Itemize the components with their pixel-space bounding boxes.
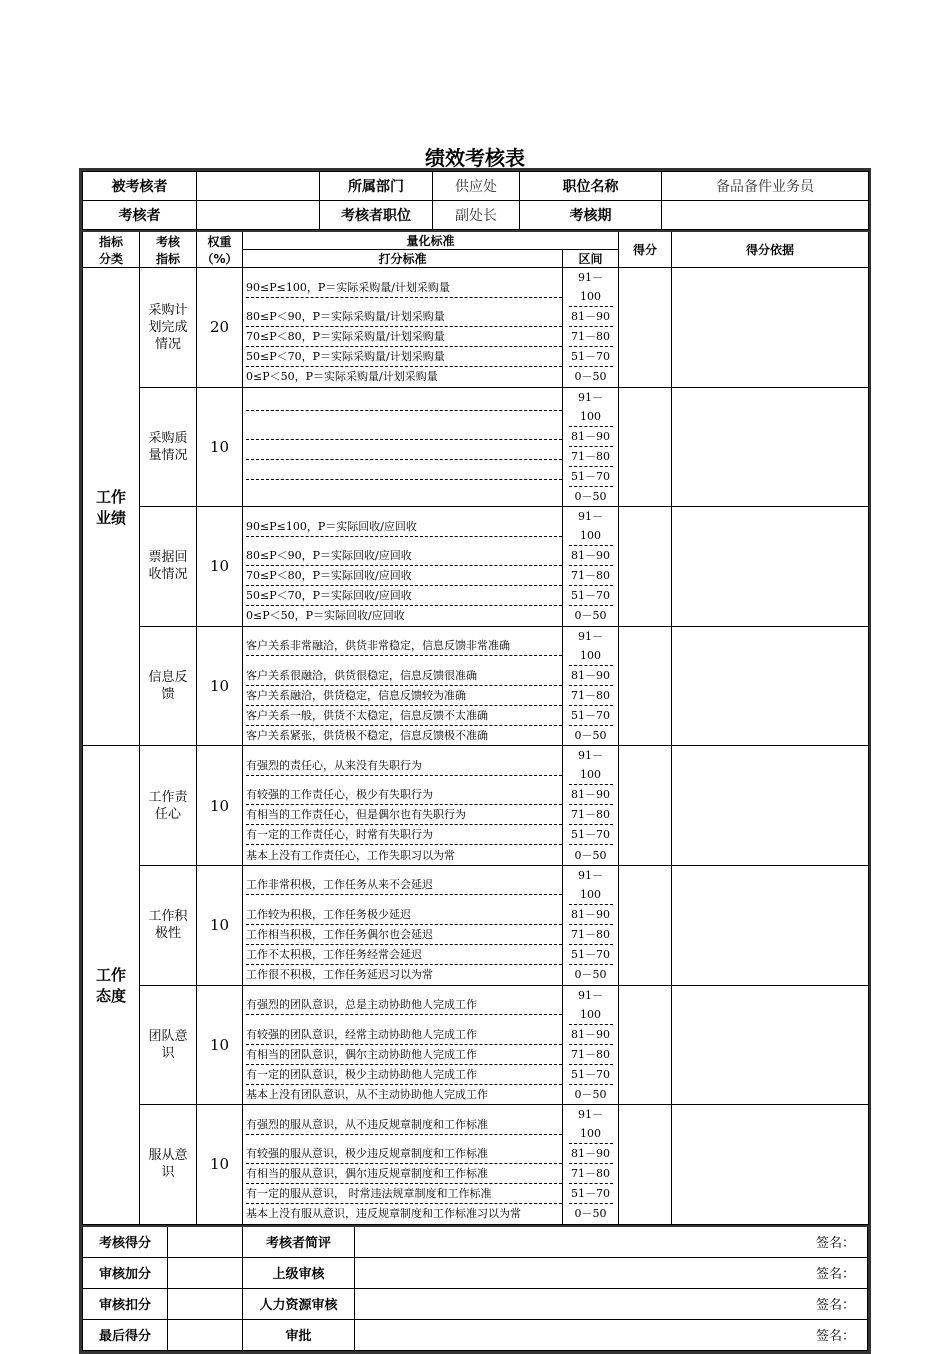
department-value[interactable]: 供应处 xyxy=(433,172,520,201)
range-cell xyxy=(563,447,619,467)
range-cell xyxy=(563,566,619,586)
criteria-table xyxy=(82,230,869,1225)
range-cell xyxy=(563,1204,619,1224)
criterion-label: 80≤P＜90，P＝实际采购量/计划采购量 xyxy=(246,307,562,327)
basis-field[interactable] xyxy=(672,268,869,388)
range-label: 51－70 xyxy=(569,825,613,845)
range-label: 0－50 xyxy=(574,609,607,623)
category-attitude xyxy=(83,746,140,1224)
header-table xyxy=(82,171,869,230)
range-cell xyxy=(563,347,619,367)
indicator-weight: 20 xyxy=(197,268,243,388)
range-cell xyxy=(563,845,619,865)
indicator-weight: 10 xyxy=(197,985,243,1105)
col-indicator-a: 考核 xyxy=(155,234,180,249)
range-label: 91－100 xyxy=(569,746,613,785)
range-label: 71－80 xyxy=(569,1045,613,1065)
range-label: 0－50 xyxy=(574,729,607,743)
criterion-label: 工作不太积极，工作任务经常会延迟 xyxy=(246,945,562,965)
range-cell xyxy=(563,825,619,845)
category-performance xyxy=(83,268,140,746)
footer-label: 考核得分 xyxy=(83,1226,168,1258)
indicator-name: 票据回收情况 xyxy=(140,507,197,627)
criterion-text xyxy=(243,467,563,487)
range-label: 0－50 xyxy=(574,968,607,982)
range-label: 91－100 xyxy=(569,268,613,307)
appraiser-field[interactable] xyxy=(197,201,320,230)
range-label: 91－100 xyxy=(569,388,613,427)
review-label: 上级审核 xyxy=(243,1257,355,1288)
criterion-label: 有一定的工作责任心，时常有失职行为 xyxy=(246,825,562,845)
range-cell xyxy=(563,387,619,427)
col-score: 得分 xyxy=(619,231,672,268)
label-position: 职位名称 xyxy=(520,172,662,201)
criterion-text xyxy=(243,427,563,447)
score-field[interactable] xyxy=(619,985,672,1105)
indicator-weight: 10 xyxy=(197,626,243,746)
criterion-label: 客户关系非常融洽，供货非常稳定，信息反馈非常准确 xyxy=(246,636,562,656)
range-label: 51－70 xyxy=(569,706,613,726)
range-label: 71－80 xyxy=(569,447,613,467)
criterion-text xyxy=(243,566,563,586)
criterion-text xyxy=(243,1085,563,1105)
criterion-label xyxy=(246,439,562,440)
range-cell xyxy=(563,586,619,606)
basis-field[interactable] xyxy=(672,626,869,746)
range-cell xyxy=(563,507,619,547)
criterion-text xyxy=(243,965,563,985)
range-cell xyxy=(563,805,619,825)
criterion-text xyxy=(243,327,563,347)
position-value[interactable]: 备品备件业务员 xyxy=(662,172,869,201)
range-label: 81－90 xyxy=(569,785,613,805)
criterion-text xyxy=(243,546,563,566)
criterion-text xyxy=(243,447,563,467)
criterion-label: 80≤P＜90，P＝实际回收/应回收 xyxy=(246,546,562,566)
criterion-label: 客户关系融洽，供货稳定，信息反馈较为准确 xyxy=(246,686,562,706)
range-cell xyxy=(563,965,619,985)
range-cell xyxy=(563,307,619,327)
range-label: 71－80 xyxy=(569,327,613,347)
criterion-label: 有较强的服从意识，极少违反规章制度和工作标准 xyxy=(246,1144,562,1164)
criteria-row xyxy=(83,865,869,905)
criterion-label: 客户关系很融洽，供货很稳定，信息反馈很准确 xyxy=(246,666,562,686)
indicator-name: 团队意识 xyxy=(140,985,197,1105)
criterion-text xyxy=(243,367,563,387)
criterion-label: 工作相当积极，工作任务偶尔也会延迟 xyxy=(246,925,562,945)
criterion-text xyxy=(243,905,563,925)
col-basis: 得分依据 xyxy=(672,231,869,268)
criterion-label: 工作非常积极，工作任务从来不会延迟 xyxy=(246,875,562,895)
footer-label: 审核加分 xyxy=(83,1257,168,1288)
range-label: 51－70 xyxy=(569,945,613,965)
basis-field[interactable] xyxy=(672,865,869,985)
range-cell xyxy=(563,546,619,566)
footer-table xyxy=(82,1225,868,1351)
criterion-label: 有相当的服从意识，偶尔违反规章制度和工作标准 xyxy=(246,1164,562,1184)
criterion-text xyxy=(243,985,563,1025)
criteria-row xyxy=(83,507,869,547)
range-label: 0－50 xyxy=(574,489,607,503)
col-quant-standard: 量化标准 xyxy=(243,231,619,250)
score-field[interactable] xyxy=(619,387,672,507)
range-cell xyxy=(563,706,619,726)
appraisal-form xyxy=(79,168,871,1354)
basis-field[interactable] xyxy=(672,746,869,866)
range-cell xyxy=(563,905,619,925)
range-label: 0－50 xyxy=(574,1207,607,1221)
range-label: 91－100 xyxy=(569,627,613,666)
range-label: 71－80 xyxy=(569,925,613,945)
period-field[interactable] xyxy=(662,201,869,230)
range-label: 81－90 xyxy=(569,1025,613,1045)
range-label: 71－80 xyxy=(569,1164,613,1184)
range-label: 81－90 xyxy=(569,546,613,566)
criterion-text xyxy=(243,507,563,547)
range-cell xyxy=(563,785,619,805)
range-label: 91－100 xyxy=(569,866,613,905)
criterion-text xyxy=(243,1045,563,1065)
criterion-text xyxy=(243,666,563,686)
col-weight-a: 权重 xyxy=(207,234,232,249)
criterion-label: 有相当的团队意识，偶尔主动协助他人完成工作 xyxy=(246,1045,562,1065)
range-label: 91－100 xyxy=(569,986,613,1025)
criterion-text xyxy=(243,686,563,706)
score-field[interactable] xyxy=(619,1105,672,1225)
criterion-text xyxy=(243,307,563,327)
range-cell xyxy=(563,985,619,1025)
basis-field[interactable] xyxy=(672,985,869,1105)
col-weight xyxy=(197,231,243,268)
basis-field[interactable] xyxy=(672,387,869,507)
col-category-b: 分类 xyxy=(98,251,123,266)
criterion-label: 基本上没有团队意识，从不主动协助他人完成工作 xyxy=(246,1087,488,1101)
range-label: 51－70 xyxy=(569,1184,613,1204)
criterion-label: 有强烈的责任心，从来没有失职行为 xyxy=(246,756,562,776)
range-cell xyxy=(563,1045,619,1065)
range-cell xyxy=(563,1065,619,1085)
footer-value-field[interactable] xyxy=(168,1288,243,1319)
range-cell xyxy=(563,327,619,347)
signature-field[interactable]: 签名： xyxy=(355,1319,868,1350)
range-label: 81－90 xyxy=(569,1144,613,1164)
range-label: 71－80 xyxy=(569,686,613,706)
range-label: 51－70 xyxy=(569,1065,613,1085)
range-cell xyxy=(563,1164,619,1184)
label-department: 所属部门 xyxy=(320,172,433,201)
criterion-label: 基本上没有服从意识，违反规章制度和工作标准习以为常 xyxy=(246,1207,521,1221)
range-label: 51－70 xyxy=(569,586,613,606)
range-cell xyxy=(563,1144,619,1164)
criterion-text xyxy=(243,805,563,825)
criterion-label: 0≤P＜50，P＝实际回收/应回收 xyxy=(246,609,405,623)
criterion-label: 90≤P≤100，P＝实际采购量/计划采购量 xyxy=(246,278,562,298)
criterion-label xyxy=(246,459,562,460)
criterion-label: 有较强的工作责任心，极少有失职行为 xyxy=(246,785,562,805)
indicator-name: 服从意识 xyxy=(140,1105,197,1225)
range-label: 51－70 xyxy=(569,347,613,367)
signature-field[interactable]: 签名： xyxy=(355,1257,868,1288)
indicator-name: 工作责任心 xyxy=(140,746,197,866)
indicator-weight: 10 xyxy=(197,865,243,985)
criterion-label: 有强烈的团队意识，总是主动协助他人完成工作 xyxy=(246,995,562,1015)
criterion-label: 50≤P＜70，P＝实际采购量/计划采购量 xyxy=(246,347,562,367)
criterion-text xyxy=(243,626,563,666)
criterion-text xyxy=(243,706,563,726)
criteria-row xyxy=(83,746,869,786)
score-field[interactable] xyxy=(619,268,672,388)
criterion-label: 客户关系紧张，供货极不稳定，信息反馈极不准确 xyxy=(246,729,488,743)
range-cell xyxy=(563,487,619,507)
range-label: 81－90 xyxy=(569,427,613,447)
criterion-text xyxy=(243,845,563,865)
indicator-name: 信息反馈 xyxy=(140,626,197,746)
range-label: 0－50 xyxy=(574,848,607,862)
criterion-label: 0≤P＜50，P＝实际采购量/计划采购量 xyxy=(246,370,438,384)
indicator-weight: 10 xyxy=(197,1105,243,1225)
footer-label: 最后得分 xyxy=(83,1319,168,1350)
review-label: 审批 xyxy=(243,1319,355,1350)
score-field[interactable] xyxy=(619,746,672,866)
range-cell xyxy=(563,1184,619,1204)
label-appraiser-position: 考核者职位 xyxy=(320,201,433,230)
criterion-label: 客户关系一般，供货不太稳定，信息反馈不太准确 xyxy=(246,706,562,726)
criterion-text xyxy=(243,487,563,507)
footer-label: 审核扣分 xyxy=(83,1288,168,1319)
col-scoring-standard: 打分标准 xyxy=(243,250,563,268)
label-appraiser: 考核者 xyxy=(83,201,197,230)
criterion-text xyxy=(243,586,563,606)
criterion-text xyxy=(243,925,563,945)
range-label: 81－90 xyxy=(569,307,613,327)
col-category xyxy=(83,231,140,268)
range-label: 0－50 xyxy=(574,1087,607,1101)
col-weight-b: （%） xyxy=(201,251,238,266)
criterion-text xyxy=(243,347,563,367)
range-cell xyxy=(563,925,619,945)
col-category-a: 指标 xyxy=(98,234,123,249)
criterion-text xyxy=(243,945,563,965)
criterion-label: 70≤P＜80，P＝实际采购量/计划采购量 xyxy=(246,327,562,347)
page-title: 绩效考核表 xyxy=(425,146,525,170)
criterion-label: 70≤P＜80，P＝实际回收/应回收 xyxy=(246,566,562,586)
category-label: 工作 态度 xyxy=(95,966,126,1006)
score-field[interactable] xyxy=(619,626,672,746)
criteria-row xyxy=(83,1105,869,1145)
range-cell xyxy=(563,626,619,666)
criterion-label xyxy=(246,410,562,411)
footer-row xyxy=(83,1319,868,1350)
signature-field[interactable]: 签名： xyxy=(355,1226,868,1258)
criterion-label: 工作很不积极，工作任务延迟习以为常 xyxy=(246,968,433,982)
criterion-text xyxy=(243,1204,563,1224)
indicator-name: 工作积极性 xyxy=(140,865,197,985)
criteria-row xyxy=(83,626,869,666)
range-label: 91－100 xyxy=(569,507,613,546)
review-label: 人力资源审核 xyxy=(243,1288,355,1319)
criterion-label: 有一定的服从意识， 时常违法规章制度和工作标准 xyxy=(246,1184,562,1204)
range-label: 81－90 xyxy=(569,905,613,925)
footer-value-field[interactable] xyxy=(168,1319,243,1350)
footer-row xyxy=(83,1288,868,1319)
col-indicator-b: 指标 xyxy=(155,251,180,266)
range-cell xyxy=(563,367,619,387)
indicator-weight: 10 xyxy=(197,387,243,507)
col-indicator xyxy=(140,231,197,268)
criterion-text xyxy=(243,1184,563,1204)
range-cell xyxy=(563,606,619,626)
footer-row xyxy=(83,1257,868,1288)
range-cell xyxy=(563,467,619,487)
criterion-label: 90≤P≤100，P＝实际回收/应回收 xyxy=(246,517,562,537)
range-label: 81－90 xyxy=(569,666,613,686)
basis-field[interactable] xyxy=(672,507,869,627)
range-cell xyxy=(563,1105,619,1145)
criterion-text xyxy=(243,1105,563,1145)
criteria-row xyxy=(83,268,869,308)
score-field[interactable] xyxy=(619,507,672,627)
range-cell xyxy=(563,427,619,447)
indicator-weight: 10 xyxy=(197,746,243,866)
criterion-label: 基本上没有工作责任心，工作失职习以为常 xyxy=(246,848,455,862)
criterion-label: 有较强的团队意识，经常主动协助他人完成工作 xyxy=(246,1025,562,1045)
range-cell xyxy=(563,666,619,686)
appraisee-field[interactable] xyxy=(197,172,320,201)
range-cell xyxy=(563,945,619,965)
criterion-text xyxy=(243,1025,563,1045)
criterion-text xyxy=(243,1065,563,1085)
range-label: 71－80 xyxy=(569,805,613,825)
label-period: 考核期 xyxy=(520,201,662,230)
indicator-name: 采购质量情况 xyxy=(140,387,197,507)
criterion-text xyxy=(243,1144,563,1164)
label-appraisee: 被考核者 xyxy=(83,172,197,201)
footer-row xyxy=(83,1226,868,1258)
range-label: 51－70 xyxy=(569,467,613,487)
range-cell xyxy=(563,1085,619,1105)
criterion-text xyxy=(243,387,563,427)
criterion-label: 有相当的工作责任心，但是偶尔也有失职行为 xyxy=(246,805,562,825)
range-label: 91－100 xyxy=(569,1105,613,1144)
criteria-row xyxy=(83,985,869,1025)
score-field[interactable] xyxy=(619,865,672,985)
range-label: 71－80 xyxy=(569,566,613,586)
range-cell xyxy=(563,746,619,786)
basis-field[interactable] xyxy=(672,1105,869,1225)
indicator-name: 采购计划完成情况 xyxy=(140,268,197,388)
criterion-text xyxy=(243,726,563,746)
criterion-text xyxy=(243,825,563,845)
range-label: 0－50 xyxy=(574,370,607,384)
criterion-label xyxy=(246,479,562,480)
range-cell xyxy=(563,268,619,308)
criterion-label: 有一定的团队意识，极少主动协助他人完成工作 xyxy=(246,1065,562,1085)
range-cell xyxy=(563,686,619,706)
appraiser-position-value[interactable]: 副处长 xyxy=(433,201,520,230)
range-cell xyxy=(563,865,619,905)
indicator-weight: 10 xyxy=(197,507,243,627)
footer-value-field[interactable] xyxy=(168,1226,243,1258)
criterion-text xyxy=(243,746,563,786)
signature-field[interactable]: 签名： xyxy=(355,1288,868,1319)
criterion-label: 有强烈的服从意识，从不违反规章制度和工作标准 xyxy=(246,1115,562,1135)
range-cell xyxy=(563,726,619,746)
criterion-text xyxy=(243,865,563,905)
range-cell xyxy=(563,1025,619,1045)
category-label: 工作 业绩 xyxy=(95,487,126,527)
criterion-text xyxy=(243,785,563,805)
criterion-label: 工作较为积极，工作任务极少延迟 xyxy=(246,905,562,925)
review-label: 考核者简评 xyxy=(243,1226,355,1258)
criterion-label: 50≤P＜70，P＝实际回收/应回收 xyxy=(246,586,562,606)
criterion-text xyxy=(243,606,563,626)
col-range: 区间 xyxy=(563,250,619,268)
criterion-text xyxy=(243,1164,563,1184)
footer-value-field[interactable] xyxy=(168,1257,243,1288)
criteria-row xyxy=(83,387,869,427)
criterion-text xyxy=(243,268,563,308)
